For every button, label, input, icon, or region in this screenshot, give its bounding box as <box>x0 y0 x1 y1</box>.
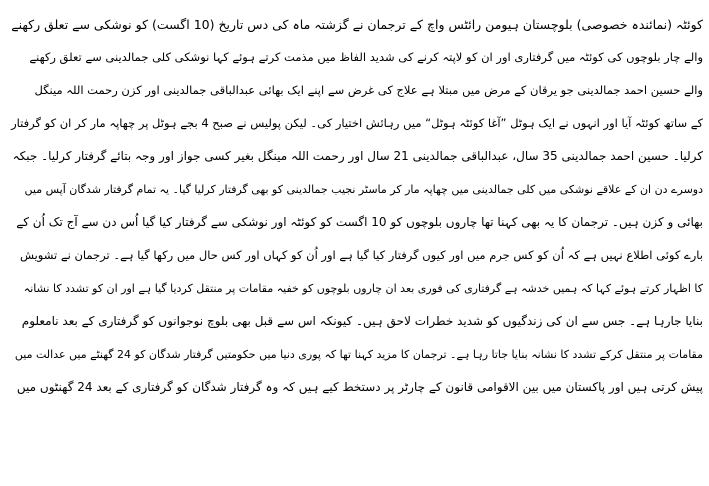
article-line: کا اظہار کرتے ہوئے کہا کہ ہمیں خدشہ ہے گرفتاری کی فوری بعد ان چاروں بلوچوں کو خفیہ مقامات پر منتقل کردیا گیا ہے اور ان کو تشدد کا نشانہ <box>23 282 703 295</box>
article-line: بھائی و کزن ہیں۔ ترجمان کا یہ بھی کہنا تھا چاروں بلوچوں کو 10 اگست کو کوئٹہ اور نوشکی سے گرفتار کیا گیا اُس دن سے آج تک اُن کے <box>16 215 703 229</box>
article-line: کے ساتھ کوئٹہ آیا اور انہوں نے ایک ہوٹل ”آغا کوئٹہ ہوٹل“ میں رہائش اختیار کی۔ لیکن پولیس نے صبح 4 بجے ہوٹل پر چھاپہ مار کر ان کو گرفتار <box>11 116 703 130</box>
article-body <box>6 8 703 404</box>
article-line: والے حسین احمد جمالدینی جو یرقان کے مرض میں مبتلا ہے علاج کی غرض سے اپنے ایک بھائی عبدالباقی جمالدینی اور کزن رحمت اللہ مینگل <box>34 83 703 97</box>
article-line: بنایا جارہا ہے۔ جس سے ان کی زندگیوں کو شدید خطرات لاحق ہیں۔ کیونکہ اس سے قبل بھی بلوچ نوجوانوں کو گرفتاری کے بعد نامعلوم <box>21 314 703 328</box>
article-line: والے چار بلوچوں کی کوئٹہ میں گرفتاری اور ان کو لاپتہ کرنے کی شدید الفاظ میں مذمت کرتے ہوئے کہا نوشکی کلی جمالدینی سے تعلق رکھنے <box>29 50 703 64</box>
article-line: کوئٹہ (نمائندہ خصوصی) بلوچستان ہیومن رائٹس واچ کے ترجمان نے گزشتہ ماہ کی دس تاریخ (10 اگست) کو نوشکی سے تعلق رکھنے <box>11 17 703 32</box>
article-line: دوسرے دن ان کے علاقے نوشکی میں کلی جمالدینی میں چھاپہ مار کر ماسٹر نجیب جمالدینی کو بھی گرفتار کرلیا گیا۔ یہ تمام گرفتار شدگان آپس میں <box>24 183 703 196</box>
article-line: پیش کرتی ہیں اور پاکستان میں بین الاقوامی قانون کے چارٹر پر دستخط کیے ہیں کہ وہ گرفتار شدگان کو گرفتاری کے بعد 24 گھنٹوں میں <box>16 380 703 394</box>
article-line: بارے کوئی اطلاع نہیں ہے کہ اُن کو کس جرم میں اور کیوں گرفتار کیا گیا ہے اور اُن کو کہاں اور کس حال میں رکھا گیا ہے۔ ترجمان نے تشویش <box>19 248 703 262</box>
article-line: کرلیا۔ حسین احمد جمالدینی 35 سال، عبدالباقی جمالدینی 21 سال اور رحمت اللہ مینگل بغیر کسی جواز اور وجہ بتائے گرفتار کرلیا۔ جبکہ <box>12 149 703 163</box>
article-line: مقامات پر منتقل کرکے تشدد کا نشانہ بنایا جاتا رہا ہے۔ ترجمان کا مزید کہنا تھا کہ پوری دنیا میں حکومتیں گرفتار شدگان کو 24 گھنٹے میں عدالت میں <box>14 348 703 361</box>
